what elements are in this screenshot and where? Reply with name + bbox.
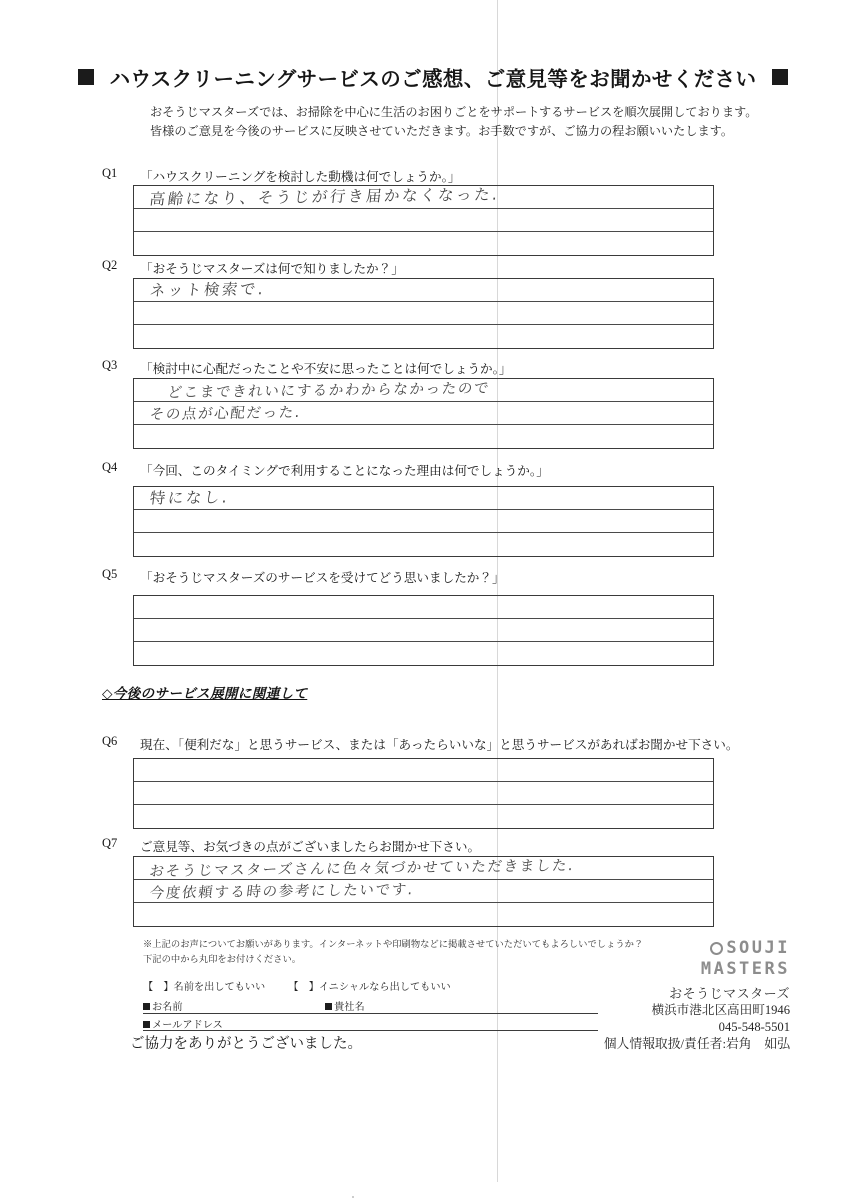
field-label-name: お名前 — [152, 1002, 183, 1013]
publication-consent-note — [143, 938, 644, 967]
intro-paragraph — [150, 103, 760, 141]
answer-row[interactable] — [134, 619, 713, 642]
company-name: おそうじマスターズ — [669, 986, 790, 1001]
question-label-q1: Q1 — [102, 166, 118, 180]
logo-line-2 — [701, 959, 790, 979]
handwritten-answer: 高齢になり、そうじが行き届かなくなった. — [148, 185, 501, 209]
handwritten-answer: 特になし. — [148, 488, 231, 508]
question-text-q3: 「検討中に心配だったことや不安に思ったことは何でしょうか。」 — [140, 362, 512, 376]
field-label-company: 貴社名 — [334, 1002, 365, 1013]
scan-speck — [352, 1196, 354, 1198]
answer-row[interactable] — [134, 209, 713, 232]
answer-row[interactable] — [134, 596, 713, 619]
consent-options-row — [143, 978, 451, 993]
handwritten-answer: その点が心配だった. — [148, 404, 302, 424]
question-text-q2: 「おそうじマスターズは何で知りましたか？」 — [140, 262, 404, 276]
answer-row[interactable] — [134, 510, 713, 533]
black-square-icon-left — [78, 69, 94, 85]
answer-row[interactable] — [134, 903, 713, 926]
question-label-q7: Q7 — [102, 836, 118, 850]
intro-line-1: おそうじマスターズでは、お掃除を中心に生活のお困りごとをサポートするサービスを順次展開しております。 — [150, 105, 758, 119]
answer-row[interactable] — [134, 402, 713, 425]
logo-text-souji: SOUJI — [726, 938, 790, 958]
answer-row[interactable] — [134, 232, 713, 255]
answer-box-q3[interactable] — [133, 378, 714, 449]
answer-box-q4[interactable] — [133, 486, 714, 557]
thanks-message: ご協力をありがとうございました。 — [130, 1036, 362, 1052]
logo-text-masters: MASTERS — [700, 959, 790, 979]
answer-row[interactable] — [134, 533, 713, 556]
logo-line-1 — [710, 938, 790, 958]
black-square-bullet-icon — [325, 1003, 332, 1010]
note-line-1: ※上記のお声についてお願いがあります。インターネットや印刷物などに掲載させていただいてもよろしいでしょうか？ — [143, 940, 644, 950]
answer-row[interactable] — [134, 880, 713, 903]
company-address: 横浜市港北区高田町1946 — [651, 1003, 790, 1017]
answer-box-q5[interactable] — [133, 595, 714, 666]
note-line-2: 下記の中から丸印をお付けください。 — [143, 954, 302, 965]
answer-row[interactable] — [134, 805, 713, 828]
answer-box-q7[interactable] — [133, 856, 714, 927]
question-text-q5: 「おそうじマスターズのサービスを受けてどう思いましたか？」 — [140, 571, 505, 585]
answer-row[interactable] — [134, 425, 713, 448]
answer-row[interactable] — [134, 379, 713, 402]
answer-box-q6[interactable] — [133, 758, 714, 829]
handwritten-answer: 今度依頼する時の参考にしたいです. — [148, 882, 415, 902]
answer-row[interactable] — [134, 782, 713, 805]
handwritten-answer: どこまできれいにするかわからなかったので — [166, 380, 491, 402]
page-title: ハウスクリーニングサービスのご感想、ご意見等をお聞かせください — [109, 69, 757, 91]
black-square-bullet-icon — [143, 1003, 150, 1010]
answer-row[interactable] — [134, 302, 713, 325]
answer-row[interactable] — [134, 759, 713, 782]
section-heading-future-services: ◇今後のサービス展開に関連して — [102, 686, 308, 701]
question-text-q6: 現在、「便利だな」と思うサービス、または「あったらいいな」と思うサービスがあればお聞かせ下さい。 — [140, 738, 739, 752]
company-info-block — [604, 938, 790, 1053]
black-square-bullet-icon — [143, 1021, 150, 1028]
answer-row[interactable] — [134, 642, 713, 665]
consent-option-initials[interactable]: 【 】イニシャルなら出してもいい — [288, 982, 451, 993]
question-label-q5: Q5 — [102, 567, 118, 581]
intro-line-2: 皆様のご意見を今後のサービスに反映させていただきます。お手数ですが、ご協力の程お願いいたします。 — [150, 124, 734, 138]
name-company-field-row — [143, 998, 598, 1013]
answer-row[interactable] — [134, 279, 713, 302]
question-label-q2: Q2 — [102, 258, 118, 272]
company-telephone: 045-548-5501 — [718, 1020, 790, 1034]
name-company-underline[interactable] — [143, 1013, 598, 1014]
answer-row[interactable] — [134, 325, 713, 348]
question-text-q1: 「ハウスクリーニングを検討した動機は何でしょうか。」 — [140, 170, 461, 184]
answer-box-q2[interactable] — [133, 278, 714, 349]
question-label-q3: Q3 — [102, 358, 118, 372]
field-label-email: メールアドレス — [152, 1020, 223, 1031]
field-label-name-wrap — [143, 998, 183, 1013]
answer-row[interactable] — [134, 487, 713, 510]
question-label-q4: Q4 — [102, 460, 118, 474]
question-text-q7: ご意見等、お気づきの点がございましたらお聞かせ下さい。 — [140, 840, 481, 854]
handwritten-answer: おそうじマスターズさんに色々気づかせていただきました. — [148, 858, 576, 880]
answer-row[interactable] — [134, 186, 713, 209]
question-label-q6: Q6 — [102, 734, 118, 748]
question-text-q4: 「今回、このタイミングで利用することになった理由は何でしょうか。」 — [140, 464, 549, 478]
email-field-row — [143, 1016, 598, 1031]
consent-option-name[interactable]: 【 】名前を出してもいい — [143, 982, 266, 993]
email-underline[interactable] — [143, 1030, 598, 1031]
circle-mark-icon — [710, 942, 723, 955]
black-square-icon-right — [772, 69, 788, 85]
privacy-officer: 個人情報取扱/責任者:岩角 如弘 — [603, 1037, 790, 1051]
field-label-company-wrap — [325, 998, 365, 1013]
company-logo — [604, 938, 790, 979]
answer-box-q1[interactable] — [133, 185, 714, 256]
page-header — [88, 62, 778, 92]
field-label-email-wrap — [143, 1016, 223, 1031]
answer-row[interactable] — [134, 857, 713, 880]
handwritten-answer: ネット検索で. — [148, 280, 267, 300]
